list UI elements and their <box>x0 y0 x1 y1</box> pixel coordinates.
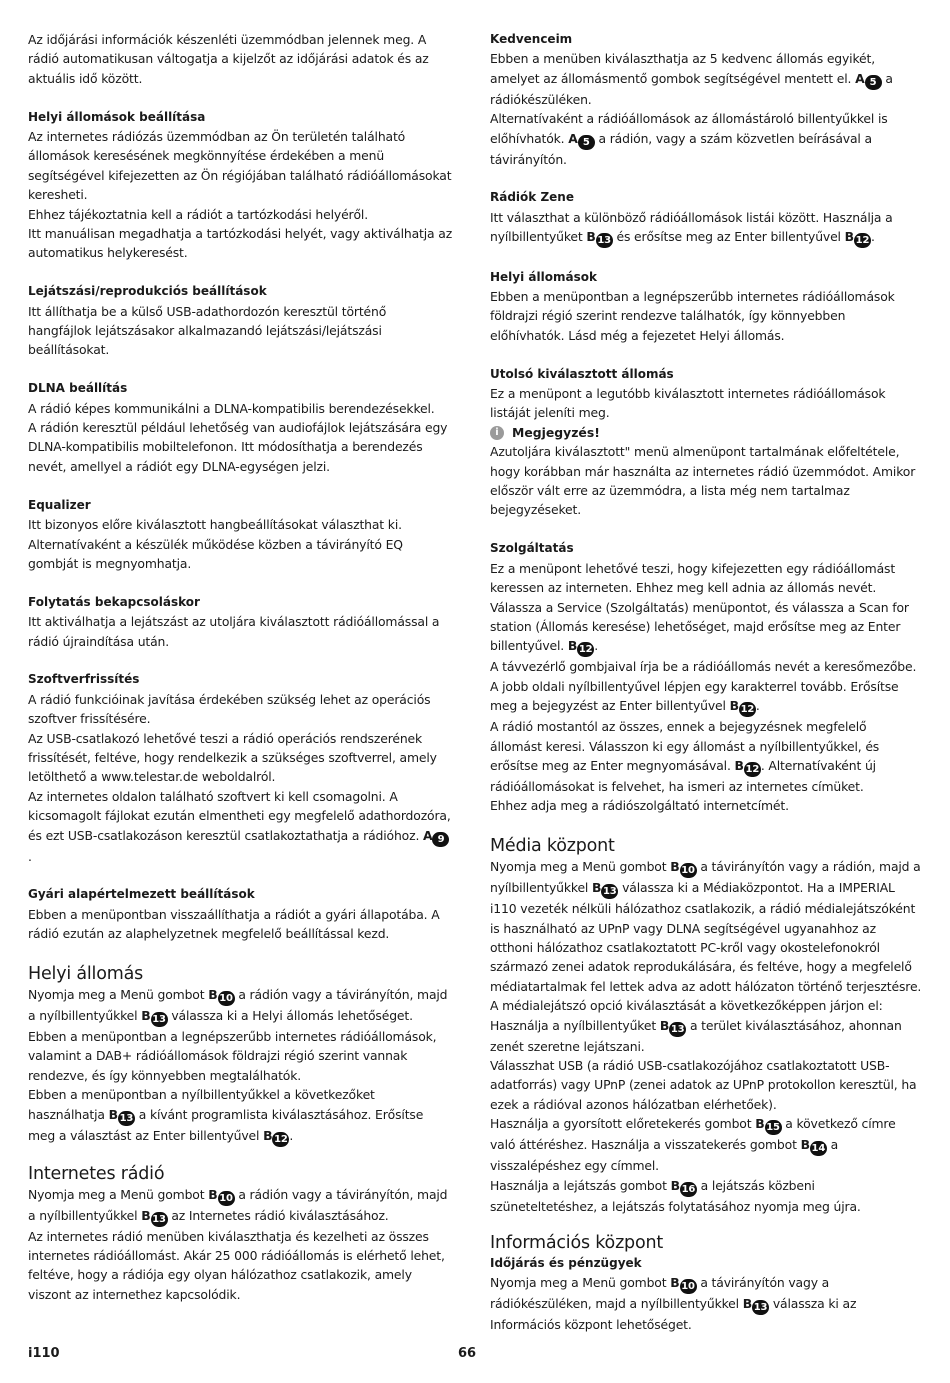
number-badge-icon: 13 <box>119 1112 134 1124</box>
paragraph: Itt állíthatja be a külső USB-adathordozón keresztül történő hangfájlok lejátszásakor alkalmazandó lejátszási/lejátszási beállításokat. <box>28 303 387 358</box>
paragraph: Ehhez adja meg a rádiószolgáltató internetcímét. <box>490 798 789 814</box>
subsection-heading: Lejátszási/reprodukciós beállítások <box>28 284 267 299</box>
number-badge-icon: 13 <box>152 1213 166 1225</box>
subsection-heading: Folytatás bekapcsoláskor <box>28 594 200 609</box>
device-reference: B 13 <box>659 1017 685 1035</box>
left-column <box>28 30 453 1320</box>
footer-model: i110 <box>28 1346 60 1361</box>
subsection-heading: Gyári alapértelmezett beállítások <box>28 887 255 902</box>
page-number: 66 <box>458 1346 477 1361</box>
number-badge-icon: 5 <box>865 75 882 90</box>
subsection-heading: DLNA beállítás <box>28 381 128 396</box>
number-badge-icon: 13 <box>753 1302 768 1314</box>
paragraph: Itt választhat a különböző rádióállomások listái között. Használja a nyílbillentyűket B 13 és erősítse meg az Enter billentyűvel B 12 . <box>490 209 893 247</box>
number-badge-icon: 9 <box>432 832 449 847</box>
paragraph: Az internetes rádiózás üzemmódban az Ön területén található állomások keresésének megkönnyítése érdekében a menü segítségével kifejezetten az Ön régiójában található rádióállomásokat keresheti. <box>28 129 452 203</box>
device-reference: B 12 <box>734 757 760 775</box>
section-title: Internetes rádió <box>28 1163 165 1184</box>
number-badge-icon: 12 <box>740 704 755 716</box>
number-badge-icon: 10 <box>681 865 695 877</box>
section <box>28 963 453 1147</box>
device-reference: B 16 <box>670 1177 696 1195</box>
paragraph: Azutoljára kiválasztott" menü almenüpont tartalmának előfeltétele, hogy korábban már használta az internetes rádió üzemmódot. Amikor először vált erre az üzemmódra, a lista még nem tartalmaz bejegyzéseket. <box>490 444 916 518</box>
number-badge-icon: 10 <box>219 992 233 1004</box>
device-reference: B 14 <box>800 1137 826 1155</box>
number-badge-icon: 13 <box>602 886 617 898</box>
paragraph: Nyomja meg a Menü gombot B 10 a távirányítón vagy a rádión, majd a nyílbillentyűkkel B 13 válassza ki a Médiaközpontot. Ha a IMPERIAL i110 vezeték nélküli hálózathoz csatlakozik, a rádió médialejátszóként is használható az UPnP vagy DLNA segítségével ugyanahhoz az otthoni hálózathoz csatlakoztatott PC-kről vagy okostelefonokról származó zenei adatok reprodukálására, és feltéve, hogy a megfelelő médiatartalmak fel lettek adva az adott hálózaton történő terjesztésre. A médialejátszó opció kiválasztását a következőképpen járjon el: Használja a nyílbillentyűket B 13 a terület kiválasztásához, ahonnan zenét szeretne lejátszani. <box>490 859 922 1054</box>
section-title: Információs központ <box>490 1233 664 1254</box>
paragraph: Ebben a menüpontban a legnépszerűbb internetes rádióállomások, valamint a DAB+ rádióállomások földrajzi régió szerint vannak rendezve, és így könnyebben megtalálhatók. <box>28 1028 437 1083</box>
number-badge-icon: 10 <box>219 1192 233 1204</box>
section <box>490 835 922 1216</box>
section <box>28 379 453 476</box>
section <box>490 1232 922 1335</box>
paragraph: Ez a menüpont lehetővé teszi, hogy kifejezetten egy rádióállomást keressen az interneten. Ehhez meg kell adnia az állomás nevét. Válassza a Service (Szolgáltatás) menüpontot, és válassza a Scan for station (Állomás keresése) lehetőséget, majd erősítse meg az Enter billentyűvel. B 12 . <box>490 560 909 656</box>
number-badge-icon: 12 <box>855 235 870 247</box>
device-reference: A 5 <box>568 131 594 146</box>
device-reference: A 5 <box>855 71 881 86</box>
paragraph: Az időjárási információk készenléti üzemmódban jelennek meg. A rádió automatikusan váltogatja a kijelzőt az időjárási adatok és az aktuális idő között. <box>28 32 429 86</box>
paragraph: A rádió funkcióinak javítása érdekében szükség lehet az operációs szoftver frissítésére. <box>28 691 431 727</box>
section <box>490 539 922 815</box>
section <box>28 496 453 574</box>
paragraph: Nyomja meg a Menü gombot B 10 a rádión vagy a távirányítón, majd a nyílbillentyűkkel B 13 az Internetes rádió kiválasztásához. <box>28 1186 448 1225</box>
paragraph: Ebben a menüpontban a nyílbillentyűkkel a következőket használhatja B 13 a kívánt programlista kiválasztásához. Erősítse meg a választást az Enter billentyűvel B 12 . <box>28 1087 424 1145</box>
paragraph: Az internetes rádió menüben kiválaszthatja és kezelheti az összes internetes rádióállomást. Akár 25 000 rádióállomás is elérhető lehet, feltéve, hogy a rádiója egy olyan hálózathoz csatlakozik, amely viszont az internethez kapcsolódik. <box>28 1228 445 1302</box>
right-column <box>490 30 922 1351</box>
subsection-heading: Szoftverfrissítés <box>28 672 140 687</box>
section <box>28 108 453 263</box>
number-badge-icon: 13 <box>152 1013 166 1025</box>
paragraph: Ebben a menüpontban a legnépszerűbb internetes rádióállomások földrajzi régió szerint rendezve találhatók, így könnyebben előhívhatók. Lásd még a fejezetet Helyi állomás. <box>490 289 895 343</box>
subsection-heading: Helyi állomások <box>490 269 597 284</box>
paragraph: Nyomja meg a Menü gombot B 10 a rádión vagy a távirányítón, majd a nyílbillentyűkkel B 13 válassza ki a Helyi állomás lehetőséget. <box>28 986 448 1025</box>
section <box>490 268 922 346</box>
subsection-heading: Equalizer <box>28 497 91 512</box>
device-reference: B 10 <box>670 859 695 877</box>
paragraph: Nyomja meg a Menü gombot B 10 a távirányítón vagy a rádiókészüléken, majd a nyílbillentyűkkel B 13 válassza ki az Információs központ lehetőséget. <box>490 1275 857 1333</box>
device-reference: B 13 <box>141 1007 166 1025</box>
note-text: Megjegyzés! <box>512 424 600 440</box>
device-reference: B 12 <box>567 638 593 656</box>
paragraph: Itt aktiválhatja a lejátszást az utoljára kiválasztott rádióállomással a rádió újraindítása után. <box>28 614 440 649</box>
device-reference: A 9 <box>423 828 449 843</box>
number-badge-icon: 12 <box>274 1133 288 1145</box>
device-reference: B 10 <box>208 986 233 1004</box>
number-badge-icon: 14 <box>811 1143 826 1155</box>
paragraph: Az internetes oldalon található szoftvert ki kell csomagolni. A kicsomagolt fájlokat ezután elmentheti egy megfelelő adathordozóra, és ezt USB-csatlakozáson keresztül csatlakoztathatja a rádióhoz. A 9. <box>28 788 451 864</box>
section-title: Helyi állomás <box>28 963 144 984</box>
section <box>28 670 453 866</box>
paragraph: A távvezérlő gombjaival írja be a rádióállomás nevét a keresőmezőbe. A jobb oldali nyílbillentyűvel lépjen egy karakterrel tovább. Erősítse meg a bejegyzést az Enter billentyűvel B 12 . <box>490 659 917 716</box>
section <box>28 593 453 651</box>
section <box>28 885 453 943</box>
subsection-heading: Kedvenceim <box>490 32 573 46</box>
device-reference: B 13 <box>586 229 611 247</box>
device-reference: B 13 <box>141 1207 166 1225</box>
section <box>490 30 922 169</box>
device-reference: B 12 <box>263 1127 288 1145</box>
note-label <box>490 423 922 442</box>
section <box>490 188 922 248</box>
subsection-heading: Időjárás és pénzügyek <box>490 1256 642 1271</box>
number-badge-icon: 5 <box>578 135 595 150</box>
section <box>490 365 922 520</box>
device-reference: B 13 <box>108 1106 134 1124</box>
paragraph: A rádió képes kommunikálni a DLNA-kompatibilis berendezésekkel. <box>28 400 435 416</box>
paragraph: A rádió mostantól az összes, ennek a bejegyzésnek megfelelő állomást keresi. Válasszon ki egy állomást a nyílbillentyűkkel, és erősítse meg az Enter megnyomásával. B 12 . Alternatívaként új rádióállomásokat is felvehet, ha ismeri az internetes címüket. <box>490 719 880 794</box>
device-reference: B 10 <box>670 1275 695 1293</box>
paragraph: Itt bizonyos előre kiválasztott hangbeállításokat választhat ki. <box>28 517 402 533</box>
device-reference: B 13 <box>592 880 617 898</box>
subsection-heading: Utolsó kiválasztott állomás <box>490 366 674 381</box>
device-reference: B 15 <box>755 1116 780 1134</box>
paragraph: Használja a lejátszás gombot B 16 a lejátszás közbeni szüneteltetéshez, a lejátszás folytatásához nyomja meg újra. <box>490 1177 861 1214</box>
section <box>28 1163 453 1305</box>
number-badge-icon: 12 <box>745 763 760 775</box>
device-reference: B 12 <box>729 698 755 716</box>
subsection-heading: Szolgáltatás <box>490 541 574 556</box>
paragraph: Használja a gyorsított előretekerés gombot B 15 a következő címre való áttéréshez. Használja a visszatekerés gombot B 14 a visszalépéshez egy címmel. <box>490 1116 896 1174</box>
device-reference: B 10 <box>208 1186 233 1204</box>
number-badge-icon: 15 <box>766 1122 780 1134</box>
paragraph: Az USB-csatlakozó lehetővé teszi a rádió operációs rendszerének frissítését, feltéve, hogy rendelkezik a szükséges szoftverrel, amely letölthető a www.telestar.de weboldalról. <box>28 730 437 785</box>
paragraph: A rádión keresztül például lehetőség van audiofájlok lejátszására egy DLNA-kompatibilis mobiltelefonon. Itt módosíthatja a berendezés nevét, amellyel a rádiót egy DLNA-egységen jelzi. <box>28 420 448 474</box>
paragraph: Alternatívaként a rádióállomások az állomástároló billentyűkkel is előhívhatók. A 5 a rádión, vagy a szám közvetlen beírásával a távirányítón. <box>490 111 888 167</box>
paragraph: Ez a menüpont a legutóbb kiválasztott internetes rádióállomások listáját jeleníti meg. <box>490 386 886 421</box>
number-badge-icon: 10 <box>681 1281 695 1293</box>
device-reference: B 12 <box>844 229 870 247</box>
paragraph: Ebben a menüpontban visszaállíthatja a rádiót a gyári állapotába. A rádió ezután az alaphelyzetnek megfelelő beállítással kezd. <box>28 906 440 942</box>
paragraph: Alternatívaként a készülék működése közben a távirányító EQ gombját is megnyomhatja. <box>28 536 403 571</box>
number-badge-icon: 13 <box>670 1023 685 1035</box>
section-title: Média központ <box>490 836 615 857</box>
section <box>28 30 453 88</box>
paragraph: Ebben a menüben kiválaszthatja az 5 kedvenc állomás egyikét, amelyet az állomásmentő gombok segítségével mentett el. A 5 a rádiókészüléken. <box>490 51 893 107</box>
paragraph: Ehhez tájékoztatnia kell a rádiót a tartózkodási helyéről. <box>28 206 369 222</box>
paragraph: Válasszhat USB (a rádió USB-csatlakozójához csatlakoztatott USB-adatforrás) vagy UPnP (zenei adatok az UPnP protokollon keresztül, ha ezek a rádióval azonos hálózatban elérhetőek). <box>490 1057 917 1112</box>
number-badge-icon: 12 <box>578 644 593 656</box>
paragraph: Itt manuálisan megadhatja a tartózkodási helyét, vagy aktiválhatja az automatikus helykeresést. <box>28 226 453 261</box>
subsection-heading: Helyi állomások beállítása <box>28 109 206 124</box>
subsection-heading: Rádiók Zene <box>490 190 574 205</box>
number-badge-icon: 13 <box>597 235 611 247</box>
number-badge-icon: 16 <box>681 1183 696 1195</box>
info-icon: i <box>490 426 504 440</box>
section <box>28 282 453 360</box>
device-reference: B 13 <box>742 1296 768 1314</box>
